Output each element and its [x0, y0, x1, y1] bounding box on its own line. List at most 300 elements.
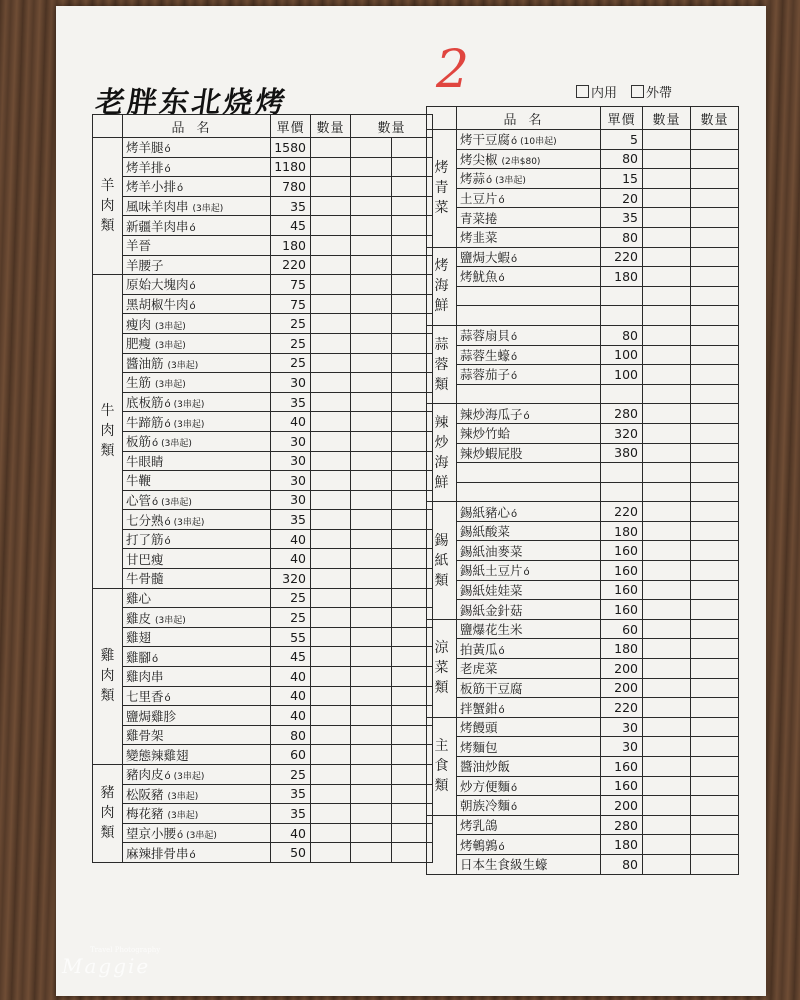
quantity-cell[interactable] [311, 431, 351, 451]
item-price: 220 [601, 502, 643, 522]
quantity-cell[interactable] [351, 510, 392, 530]
item-name-cell [123, 647, 271, 667]
table-row [427, 286, 739, 306]
item-name: 雞皮 [126, 610, 152, 626]
quantity-cell[interactable] [643, 678, 691, 698]
quantity-cell[interactable] [351, 765, 392, 785]
item-name: 羊晉 [126, 238, 152, 254]
item-price: 1580 [271, 138, 311, 158]
category-cell [427, 815, 457, 874]
item-name: 朝族冷麵 [460, 798, 511, 814]
quantity-cell[interactable] [351, 529, 392, 549]
quantity-cell[interactable] [691, 698, 739, 718]
item-price [601, 482, 643, 502]
quantity-cell[interactable] [643, 639, 691, 659]
quantity-cell[interactable] [351, 490, 392, 510]
quantity-cell[interactable] [311, 235, 351, 255]
item-price: 160 [601, 561, 643, 581]
quantity-cell[interactable] [351, 177, 392, 197]
item-name-cell [457, 717, 601, 737]
item-price: 50 [271, 843, 311, 863]
category-cell: 雞肉類 [93, 588, 123, 764]
quantity-cell[interactable] [351, 138, 392, 158]
item-name-cell [123, 686, 271, 706]
item-price: 220 [271, 255, 311, 275]
quantity-cell[interactable] [643, 325, 691, 345]
item-price [601, 286, 643, 306]
quantity-cell[interactable] [351, 588, 392, 608]
quantity-cell[interactable] [643, 482, 691, 502]
quantity-cell[interactable] [691, 757, 739, 777]
table-row [93, 138, 433, 158]
table-row [93, 843, 433, 863]
quantity-cell[interactable] [351, 196, 392, 216]
quantity-cell[interactable] [691, 502, 739, 522]
quantity-cell[interactable] [643, 659, 691, 679]
quantity-cell[interactable] [691, 619, 739, 639]
item-price: 40 [271, 529, 311, 549]
quantity-cell[interactable] [311, 314, 351, 334]
quantity-cell[interactable] [311, 196, 351, 216]
table-row [427, 678, 739, 698]
quantity-cell[interactable] [311, 608, 351, 628]
item-note: (3串起) [186, 831, 217, 842]
table-row [93, 196, 433, 216]
item-name: 七里香 [126, 688, 164, 704]
item-name-cell [457, 835, 601, 855]
item-price: 75 [271, 275, 311, 295]
quantity-cell[interactable] [311, 353, 351, 373]
quantity-cell[interactable] [643, 854, 691, 874]
item-name: 烤韭菜 [460, 230, 498, 246]
quantity-cell[interactable] [351, 275, 392, 295]
quantity-cell[interactable] [691, 463, 739, 483]
quantity-cell[interactable] [691, 365, 739, 385]
quantity-cell[interactable] [311, 706, 351, 726]
item-name-cell [457, 639, 601, 659]
item-note: (3串起) [173, 400, 205, 411]
item-note: (10串起) [520, 137, 557, 148]
quantity-cell[interactable] [643, 404, 691, 424]
table-row [427, 796, 739, 816]
quantity-cell[interactable] [691, 580, 739, 600]
quantity-cell[interactable] [643, 208, 691, 228]
quantity-cell[interactable] [691, 345, 739, 365]
table-row [93, 333, 433, 353]
quantity-cell[interactable] [643, 776, 691, 796]
item-note: (3串起) [167, 791, 199, 802]
category-cell: 烤青菜 [427, 130, 457, 248]
quantity-cell[interactable] [691, 776, 739, 796]
item-price: 60 [601, 619, 643, 639]
quantity-cell[interactable] [351, 647, 392, 667]
quantity-cell[interactable] [643, 815, 691, 835]
quantity-cell[interactable] [311, 216, 351, 236]
quantity-cell[interactable] [643, 600, 691, 620]
quantity-cell[interactable] [643, 580, 691, 600]
item-name: 辣炒海瓜子 [460, 406, 523, 422]
quantity-cell[interactable] [691, 149, 739, 169]
quantity-cell[interactable] [643, 188, 691, 208]
item-name: 雞翅 [126, 630, 152, 646]
quantity-cell[interactable] [311, 784, 351, 804]
item-price: 1180 [271, 157, 311, 177]
table-row [93, 765, 433, 785]
item-name: 烤干豆腐 [460, 132, 511, 148]
quantity-cell[interactable] [351, 686, 392, 706]
item-name: 拍黃瓜 [460, 641, 498, 657]
quantity-cell[interactable] [311, 667, 351, 687]
quantity-cell[interactable] [643, 384, 691, 404]
quantity-cell[interactable] [643, 757, 691, 777]
item-name: 鹽爆花生米 [460, 622, 523, 638]
quantity-cell[interactable] [351, 667, 392, 687]
table-row [93, 667, 433, 687]
item-name-cell [457, 306, 601, 326]
quantity-cell[interactable] [691, 482, 739, 502]
table-row [427, 443, 739, 463]
quantity-cell[interactable] [351, 706, 392, 726]
quantity-cell[interactable] [351, 157, 392, 177]
quantity-cell[interactable] [351, 627, 392, 647]
quantity-cell[interactable] [351, 216, 392, 236]
quantity-cell[interactable] [691, 639, 739, 659]
item-note: (3串起) [173, 419, 205, 430]
item-name-cell [123, 333, 271, 353]
quantity-cell[interactable] [643, 502, 691, 522]
item-mark: ó [164, 516, 171, 528]
quantity-cell[interactable] [643, 521, 691, 541]
item-note: (3串起) [155, 321, 186, 332]
item-name: 烤蒜 [460, 171, 486, 187]
quantity-cell[interactable] [311, 765, 351, 785]
quantity-cell[interactable] [691, 169, 739, 189]
quantity-cell[interactable] [311, 823, 351, 843]
quantity-cell[interactable] [311, 451, 351, 471]
item-price: 180 [601, 267, 643, 287]
table-row [93, 725, 433, 745]
quantity-cell[interactable] [311, 725, 351, 745]
item-mark: ó [523, 567, 530, 579]
item-name: 梅花豬 [126, 806, 164, 822]
dine-in-checkbox[interactable] [576, 85, 589, 98]
item-name-cell [123, 294, 271, 314]
left-header-blank [93, 115, 123, 138]
quantity-cell[interactable] [311, 647, 351, 667]
quantity-cell[interactable] [311, 177, 351, 197]
item-price: 180 [601, 639, 643, 659]
quantity-cell[interactable] [691, 561, 739, 581]
quantity-cell[interactable] [691, 600, 739, 620]
quantity-cell[interactable] [351, 314, 392, 334]
quantity-cell[interactable] [311, 549, 351, 569]
item-price: 200 [601, 659, 643, 679]
quantity-cell[interactable] [643, 286, 691, 306]
quantity-cell[interactable] [691, 286, 739, 306]
quantity-cell[interactable] [351, 451, 392, 471]
quantity-cell[interactable] [691, 423, 739, 443]
item-note: (3串起) [495, 176, 526, 187]
quantity-cell[interactable] [351, 373, 392, 393]
item-mark: ó [189, 849, 196, 861]
item-name-cell [457, 580, 601, 600]
quantity-cell[interactable] [643, 835, 691, 855]
quantity-cell[interactable] [351, 235, 392, 255]
item-name-cell [457, 541, 601, 561]
item-price: 280 [601, 404, 643, 424]
item-mark: ó [164, 536, 171, 548]
quantity-cell[interactable] [643, 796, 691, 816]
quantity-cell[interactable] [643, 130, 691, 150]
quantity-cell[interactable] [311, 843, 351, 863]
item-price: 220 [601, 247, 643, 267]
quantity-cell[interactable] [311, 490, 351, 510]
item-name: 錫紙豬心 [460, 504, 511, 520]
item-name-cell [123, 588, 271, 608]
item-name: 烤羊排 [126, 159, 164, 175]
quantity-cell[interactable] [351, 392, 392, 412]
item-name: 日本生食級生蠔 [460, 857, 548, 873]
quantity-cell[interactable] [351, 549, 392, 569]
table-row [93, 157, 433, 177]
item-mark: ó [498, 195, 505, 207]
item-name: 鹽焗雞胗 [126, 708, 177, 724]
item-name: 豬肉皮 [126, 767, 164, 783]
takeout-checkbox[interactable] [631, 85, 644, 98]
quantity-cell[interactable] [351, 784, 392, 804]
quantity-cell[interactable] [311, 686, 351, 706]
quantity-cell[interactable] [351, 412, 392, 432]
item-name-cell [123, 353, 271, 373]
item-price: 30 [601, 717, 643, 737]
quantity-cell[interactable] [311, 804, 351, 824]
quantity-cell[interactable] [643, 227, 691, 247]
item-name-cell [457, 286, 601, 306]
item-name: 土豆片 [460, 191, 498, 207]
quantity-cell[interactable] [351, 745, 392, 765]
quantity-cell[interactable] [351, 608, 392, 628]
quantity-cell[interactable] [643, 443, 691, 463]
table-row [427, 149, 739, 169]
quantity-cell[interactable] [311, 510, 351, 530]
item-name: 老虎菜 [460, 661, 498, 677]
quantity-cell[interactable] [311, 569, 351, 589]
quantity-cell[interactable] [643, 463, 691, 483]
quantity-cell[interactable] [691, 384, 739, 404]
quantity-cell[interactable] [351, 725, 392, 745]
quantity-cell[interactable] [351, 333, 392, 353]
item-name-cell [457, 678, 601, 698]
quantity-cell[interactable] [311, 588, 351, 608]
quantity-cell[interactable] [691, 247, 739, 267]
quantity-cell[interactable] [311, 471, 351, 491]
item-name: 雞腳 [126, 649, 152, 665]
table-row [93, 177, 433, 197]
item-name: 甘巴瘦 [126, 551, 164, 567]
quantity-cell[interactable] [691, 267, 739, 287]
table-row [93, 314, 433, 334]
item-name: 辣炒竹蛤 [460, 426, 511, 442]
quantity-cell[interactable] [311, 412, 351, 432]
quantity-cell[interactable] [643, 169, 691, 189]
quantity-cell[interactable] [311, 138, 351, 158]
category-cell: 蒜蓉類 [427, 325, 457, 403]
quantity-cell[interactable] [643, 149, 691, 169]
table-row [93, 431, 433, 451]
item-mark: ó [164, 418, 171, 430]
table-row [427, 639, 739, 659]
item-mark: ó [164, 399, 171, 411]
quantity-cell[interactable] [311, 392, 351, 412]
quantity-cell[interactable] [691, 325, 739, 345]
dine-in-option[interactable] [576, 82, 617, 101]
quantity-cell[interactable] [691, 737, 739, 757]
item-name: 牛鞭 [126, 473, 152, 489]
quantity-cell[interactable] [691, 188, 739, 208]
table-row [427, 717, 739, 737]
right-header-row [427, 107, 739, 130]
item-mark: ó [498, 704, 505, 716]
table-row [427, 541, 739, 561]
item-name-cell [123, 314, 271, 334]
quantity-cell[interactable] [643, 737, 691, 757]
category-cell: 羊肉類 [93, 138, 123, 275]
quantity-cell[interactable] [311, 275, 351, 295]
item-name-cell [457, 619, 601, 639]
table-row [93, 353, 433, 373]
quantity-cell[interactable] [311, 255, 351, 275]
quantity-cell[interactable] [643, 306, 691, 326]
item-name: 牛眼睛 [126, 453, 164, 469]
item-price: 80 [271, 725, 311, 745]
quantity-cell[interactable] [311, 157, 351, 177]
quantity-cell[interactable] [643, 541, 691, 561]
quantity-cell[interactable] [643, 267, 691, 287]
item-name: 辣炒蝦屁股 [460, 445, 523, 461]
item-name: 錫紙油麥菜 [460, 543, 523, 559]
right-header-blank [427, 107, 457, 130]
quantity-cell[interactable] [643, 345, 691, 365]
quantity-cell[interactable] [691, 521, 739, 541]
item-name: 鹽焗大蝦 [460, 249, 511, 265]
item-price: 160 [601, 580, 643, 600]
item-mark: ó [511, 136, 518, 148]
item-price: 160 [601, 776, 643, 796]
quantity-cell[interactable] [643, 698, 691, 718]
dining-options [576, 82, 672, 101]
right-header-price: 單價 [601, 107, 643, 130]
table-row [427, 404, 739, 424]
quantity-cell[interactable] [691, 227, 739, 247]
quantity-cell[interactable] [311, 627, 351, 647]
item-name: 蒜蓉茄子 [460, 367, 511, 383]
item-mark: ó [189, 281, 196, 293]
quantity-cell[interactable] [691, 678, 739, 698]
item-price: 40 [271, 686, 311, 706]
item-name: 新疆羊肉串 [126, 218, 189, 234]
table-row [93, 784, 433, 804]
item-name: 瘦肉 [126, 316, 152, 332]
quantity-cell[interactable] [643, 365, 691, 385]
quantity-cell[interactable] [351, 353, 392, 373]
table-row [427, 580, 739, 600]
quantity-cell[interactable] [691, 854, 739, 874]
restaurant-title: 老胖东北烧烤 [93, 85, 291, 119]
quantity-cell[interactable] [351, 569, 392, 589]
item-name: 拌蟹鉗 [460, 700, 498, 716]
table-row [93, 627, 433, 647]
quantity-cell[interactable] [643, 717, 691, 737]
quantity-cell[interactable] [351, 255, 392, 275]
table-row [93, 823, 433, 843]
quantity-cell[interactable] [691, 815, 739, 835]
quantity-cell[interactable] [643, 247, 691, 267]
item-name: 錫紙娃娃菜 [460, 582, 523, 598]
item-name-cell [457, 815, 601, 835]
quantity-cell[interactable] [691, 541, 739, 561]
category-cell: 主食類 [427, 717, 457, 815]
item-price: 35 [601, 208, 643, 228]
table-row [427, 561, 739, 581]
quantity-cell[interactable] [643, 561, 691, 581]
item-name-cell [123, 569, 271, 589]
item-name-cell [123, 784, 271, 804]
item-name: 烤魷魚 [460, 269, 498, 285]
quantity-cell[interactable] [311, 373, 351, 393]
quantity-cell[interactable] [691, 835, 739, 855]
item-mark: ó [164, 771, 171, 783]
item-name-cell [457, 796, 601, 816]
item-name-cell [123, 255, 271, 275]
quantity-cell[interactable] [351, 823, 392, 843]
table-row [93, 490, 433, 510]
quantity-cell[interactable] [691, 796, 739, 816]
quantity-cell[interactable] [311, 745, 351, 765]
item-name-cell [457, 208, 601, 228]
quantity-cell[interactable] [691, 443, 739, 463]
quantity-cell[interactable] [643, 423, 691, 443]
quantity-cell[interactable] [691, 659, 739, 679]
item-note: (3串起) [173, 772, 205, 783]
quantity-cell[interactable] [351, 294, 392, 314]
item-price: 35 [271, 196, 311, 216]
quantity-cell[interactable] [311, 294, 351, 314]
item-name-cell [123, 451, 271, 471]
item-mark: ó [498, 841, 505, 853]
quantity-cell[interactable] [691, 130, 739, 150]
table-row [427, 365, 739, 385]
item-name-cell [457, 443, 601, 463]
quantity-cell[interactable] [311, 333, 351, 353]
quantity-cell[interactable] [691, 404, 739, 424]
item-name-cell [123, 608, 271, 628]
quantity-cell[interactable] [643, 619, 691, 639]
quantity-cell[interactable] [691, 717, 739, 737]
takeout-option[interactable] [631, 82, 672, 101]
quantity-cell[interactable] [351, 843, 392, 863]
watermark-name: Maggie [62, 954, 151, 978]
quantity-cell[interactable] [691, 306, 739, 326]
quantity-cell[interactable] [691, 208, 739, 228]
quantity-cell[interactable] [351, 804, 392, 824]
item-name-cell [457, 345, 601, 365]
item-mark: ó [152, 496, 159, 508]
quantity-cell[interactable] [311, 529, 351, 549]
quantity-cell[interactable] [351, 471, 392, 491]
quantity-cell[interactable] [351, 431, 392, 451]
item-name: 牛蹄筋 [126, 414, 164, 430]
item-price: 40 [271, 549, 311, 569]
